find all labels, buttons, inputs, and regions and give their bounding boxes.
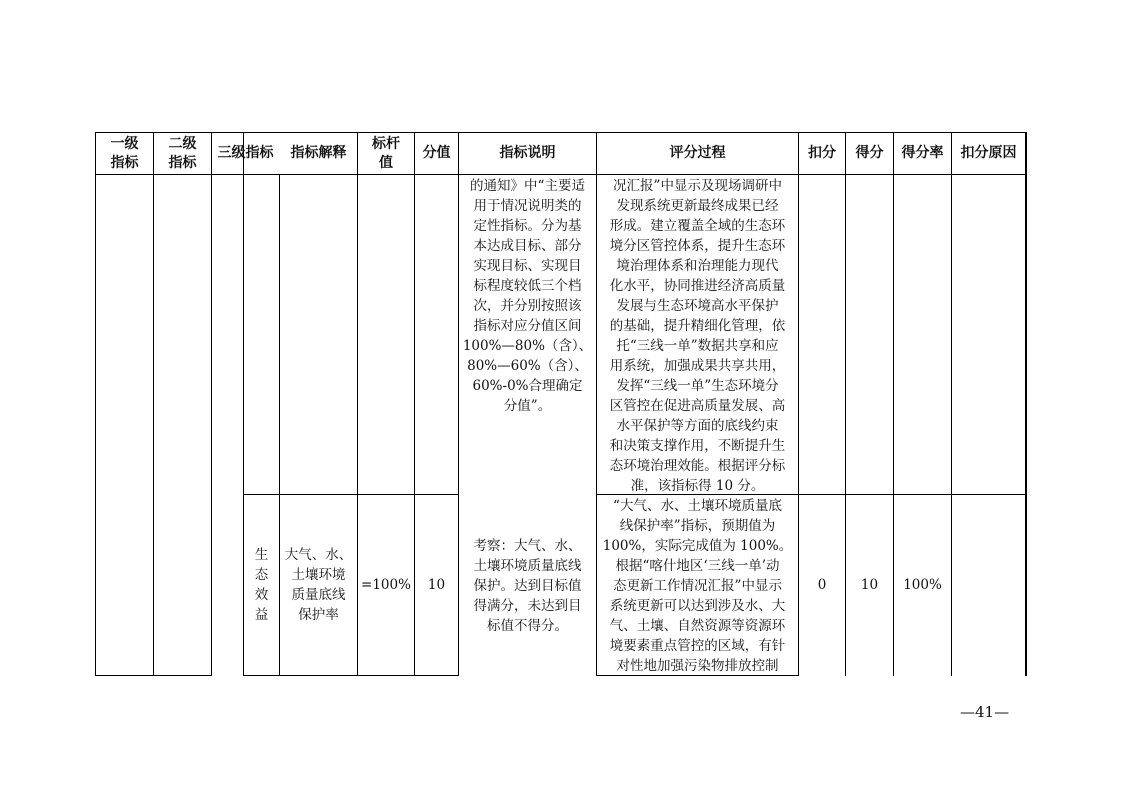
table-bottom-border-mid: [243, 675, 458, 676]
col-line-14: [1025, 132, 1027, 676]
header-secondary-indicator: 二级指标: [168, 135, 197, 171]
row2-scoring-process: “大气、水、土壤环境质量底 线保护率”指标，预期值为 100%，实际完成值为 100%。 根据“喀什地区‘三线一单’动 态更新工作情况汇报”中显示 系统更新可以达到涉及水、大 气、土壤、自然资源等资源环 境要素重点管控的区域，有针 对性地加强污染物排放控制: [602, 498, 793, 674]
header-scoring-process: 评分过程: [669, 145, 726, 161]
row1-indicator-description: 的通知》中“主要适 用于情况说明类的 定性指标。分为基 本达成目标、部分 实现目标、实现目 标程度较低三个档 次，并分别按照该 指标对应分值区间 100%—80%（含）、 80%—60%（含）、 60%-0%合理确定 分值”。: [462, 178, 593, 414]
header-tertiary-indicator: 三级指标: [217, 145, 274, 161]
row2-weight: 10: [427, 577, 446, 593]
row2-indicator-description: 考察：大气、水、 土壤环境质量底线 保护。达到目标值 得满分，未达到目 标值不得分。: [473, 538, 582, 634]
row2-score: 10: [860, 577, 879, 593]
col-line-2: [153, 132, 154, 676]
header-score: 得分: [855, 145, 884, 161]
header-benchmark: 标杆值: [372, 135, 400, 171]
row2-deduction: 0: [817, 577, 827, 593]
header-bottom-border: [95, 174, 1027, 175]
row2-deduction-reason: [952, 495, 1025, 675]
row1-scoring-process: 况汇报”中显示及现场调研中 发现系统更新最终成果已经 形成。建立覆盖全域的生态环 境分区管控体系，提升生态环 境治理体系和治理能力现代 化水平，协同推进经济高质量 发展与生态环境高水平保护 的基础，提升精细化管理，依 托“三线一单”数据共享和应 用系统，加强成果共享共用， 发挥“三线一单”生态环境分 区管控在促进高质量发展、高 水平保护等方面的底线约束 和决策支撑作用，不断提升生 态环境治理效能。根据评分标 准，该指标得 10 分。: [609, 178, 786, 494]
header-deduction: 扣分: [808, 145, 836, 161]
row2-score-rate: 100%: [903, 577, 942, 593]
header-indicator-explanation: 指标解释: [290, 145, 347, 161]
row2-benchmark: =100%: [361, 577, 411, 593]
header-score-rate: 得分率: [901, 145, 944, 161]
col-line-3: [211, 132, 212, 676]
page-number: —41—: [960, 703, 1010, 721]
header-primary-indicator: 一级指标: [110, 135, 139, 171]
header-indicator-description: 指标说明: [499, 145, 556, 161]
header-deduction-reason: 扣分原因: [960, 145, 1017, 161]
row2-tertiary-indicator: 生态效益: [254, 547, 269, 623]
header-weight: 分值: [422, 145, 451, 161]
col-line-1: [95, 132, 96, 676]
row2-indicator-explanation: 大气、水、 土壤环境 质量底线 保护率: [284, 547, 353, 623]
